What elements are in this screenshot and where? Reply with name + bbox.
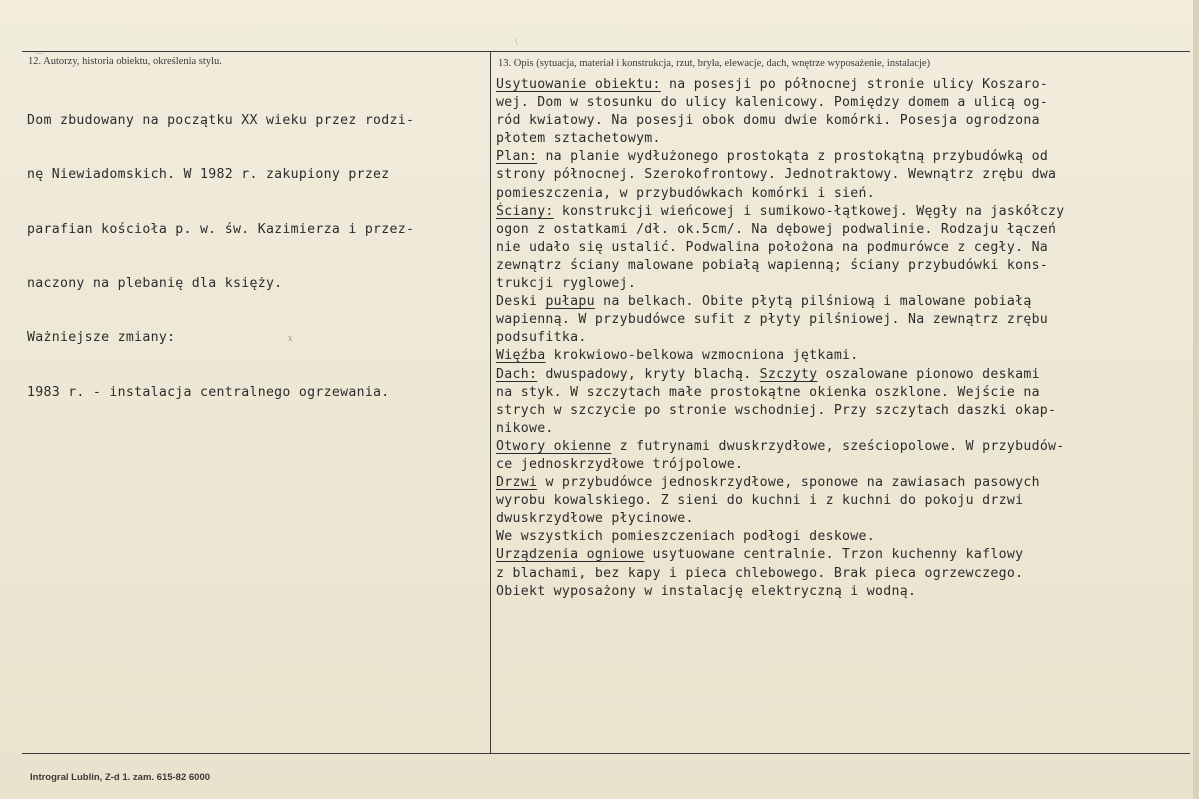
underlined-heading: Plan: xyxy=(496,149,538,165)
description-line xyxy=(496,474,1065,492)
history-line: 1983 r. - instalacja centralnego ogrzewania. xyxy=(27,384,390,400)
description-text: wej. Dom w stosunku do ulicy kalenicowy. Pomiędzy domem a ulicą og- xyxy=(496,95,1049,111)
description-text: wyrobu kowalskiego. Z sieni do kuchni i z kuchni do pokoju drzwi xyxy=(496,493,1024,509)
description-text: usytuowane centralnie. Trzon kuchenny kaflowy xyxy=(644,547,1024,563)
description-line xyxy=(496,456,1065,474)
underlined-heading: Ściany: xyxy=(496,203,554,219)
description-line xyxy=(496,166,1065,184)
description-line xyxy=(496,311,1065,329)
description-line xyxy=(496,293,1065,311)
description-text: nie udało się ustalić. Podwalina położona na podmurówce z cegły. Na xyxy=(496,239,1049,255)
description-text: Deski xyxy=(496,294,546,310)
description-line xyxy=(496,76,1065,94)
description-line xyxy=(496,221,1065,239)
description-text: ród kwiatowy. Na posesji obok domu dwie komórki. Posesja ogrodzona xyxy=(496,113,1040,129)
description-text-block xyxy=(496,76,1065,601)
pen-mark: \ xyxy=(515,37,518,47)
underlined-heading: Urządzenia ogniowe xyxy=(496,547,645,563)
pen-mark: x xyxy=(288,333,293,343)
description-text: w przybudówce jednoskrzydłowe, sponowe na zawiasach pasowych xyxy=(537,475,1040,491)
description-text: zewnątrz ściany malowane pobiałą wapienną; ściany przybudówki kons- xyxy=(496,257,1049,273)
underlined-heading: Szczyty xyxy=(759,366,818,382)
description-text: płotem sztachetowym. xyxy=(496,131,661,147)
description-text: na posesji po północnej stronie ulicy Koszaro- xyxy=(660,77,1049,92)
description-line xyxy=(496,239,1065,257)
description-text: oszalowane pionowo deskami xyxy=(817,366,1040,382)
history-line: Ważniejsze zmiany: xyxy=(27,330,176,346)
paper-edge xyxy=(1193,0,1199,799)
pen-mark: ‿ xyxy=(36,44,44,54)
description-text: We wszystkich pomieszczeniach podłogi deskowe. xyxy=(496,529,876,545)
description-line xyxy=(496,384,1065,402)
description-line xyxy=(496,565,1065,583)
description-line xyxy=(496,329,1065,347)
history-line: Dom zbudowany na początku XX wieku przez rodzi- xyxy=(27,113,415,129)
description-text: z futrynami dwuskrzydłowe, sześciopolowe. W przybudów- xyxy=(611,438,1065,454)
description-line xyxy=(496,438,1065,456)
top-rule xyxy=(22,51,1190,52)
printer-imprint: Introgral Lublin, Z-d 1. zam. 615-82 6000 xyxy=(30,772,211,783)
description-text: na belkach. Obite płytą pilśniową i malowane pobiałą xyxy=(594,294,1032,310)
column-divider xyxy=(490,51,491,753)
underlined-heading: Usytuowanie obiektu: xyxy=(496,77,661,92)
description-line xyxy=(496,528,1065,546)
description-line xyxy=(496,402,1065,420)
description-text: wapienną. W przybudówce sufit z płyty pilśniowej. Na zewnątrz zrębu xyxy=(496,312,1049,328)
description-line xyxy=(496,203,1065,221)
description-text: pomieszczenia, w przybudówkach komórki i sień. xyxy=(496,185,876,201)
description-line xyxy=(496,275,1065,293)
description-text: z blachami, bez kapy i pieca chlebowego. Brak pieca ogrzewczego. xyxy=(496,565,1024,581)
description-text: podsufitka. xyxy=(496,330,587,346)
description-line xyxy=(496,583,1065,601)
description-line xyxy=(496,257,1065,275)
description-text: strych w szczycie po stronie wschodniej. Przy szczytach daszki okap- xyxy=(496,402,1057,418)
history-line: parafian kościoła p. w. św. Kazimierza i przez- xyxy=(27,221,415,237)
history-line: nę Niewiadomskich. W 1982 r. zakupiony przez xyxy=(27,167,390,183)
description-line xyxy=(496,366,1065,384)
bottom-rule xyxy=(22,753,1190,754)
description-text: na planie wydłużonego prostokąta z prostokątną przybudówką od xyxy=(537,149,1049,165)
section-13-header: 13. Opis (sytuacja, materiał i konstrukcja, rzut, bryła, elewacje, dach, wnętrze wyposażenie, instalacje) xyxy=(498,58,931,69)
history-line: naczony na plebanię dla księży. xyxy=(27,276,283,292)
description-line xyxy=(496,510,1065,528)
description-line xyxy=(496,130,1065,148)
description-text: strony północnej. Szerokofrontowy. Jednotraktowy. Wewnątrz zrębu dwa xyxy=(496,167,1057,183)
description-text: trukcji ryglowej. xyxy=(496,276,637,292)
description-text: na styk. W szczytach małe prostokątne okienka oszklone. Wejście na xyxy=(496,384,1040,400)
underlined-heading: Otwory okienne xyxy=(496,438,612,454)
description-text: Obiekt wyposażony w instalację elektryczną i wodną. xyxy=(496,583,917,599)
underlined-heading: pułapu xyxy=(545,294,595,310)
description-text: ce jednoskrzydłowe trójpolowe. xyxy=(496,456,744,472)
description-line xyxy=(496,112,1065,130)
description-text: ogon z ostatkami /dł. ok.5cm/. Na dębowej podwalinie. Rodzaju łączeń xyxy=(496,221,1057,237)
description-line xyxy=(496,492,1065,510)
description-text: konstrukcji wieńcowej i sumikowo-łątkowej. Węgły na jaskółczy xyxy=(553,203,1065,219)
underlined-heading: Dach: xyxy=(496,366,538,382)
underlined-heading: Drzwi xyxy=(496,475,538,491)
description-text: nikowe. xyxy=(496,420,554,436)
underlined-heading: Więźba xyxy=(496,348,546,364)
description-line xyxy=(496,546,1065,564)
history-text-block xyxy=(27,76,414,438)
description-line xyxy=(496,347,1065,365)
description-line xyxy=(496,420,1065,438)
description-line xyxy=(496,185,1065,203)
description-text: krokwiowo-belkowa wzmocniona jętkami. xyxy=(545,348,859,364)
description-line xyxy=(496,94,1065,112)
description-text: dwuskrzydłowe płycinowe. xyxy=(496,511,694,527)
description-line xyxy=(496,148,1065,166)
section-12-header: 12. Autorzy, historia obiektu, określenia stylu. xyxy=(28,56,222,67)
description-text: dwuspadowy, kryty blachą. xyxy=(537,366,760,382)
